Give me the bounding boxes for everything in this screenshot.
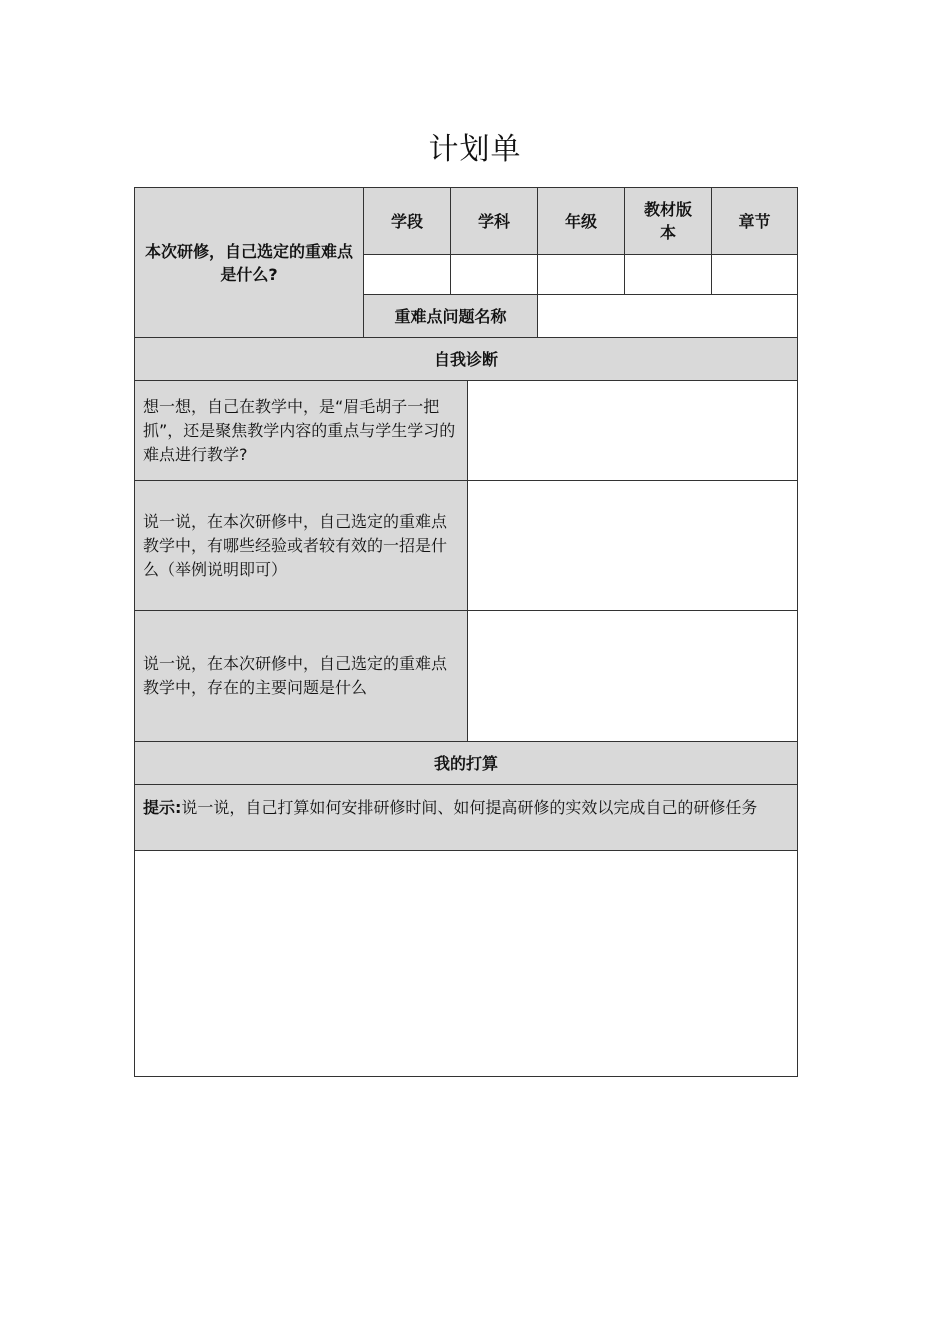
hint-label: 提示: <box>143 798 182 817</box>
subject-value-cell[interactable] <box>450 254 538 295</box>
problem-name-value-cell[interactable] <box>537 294 798 338</box>
diagnosis-answer-2[interactable] <box>467 480 798 611</box>
diagnosis-question-1: 想一想，自己在教学中，是“眉毛胡子一把抓”，还是聚焦教学内容的重点与学生学习的难点进行教学? <box>134 380 468 481</box>
problem-name-label: 重难点问题名称 <box>363 294 538 338</box>
stage-value-cell[interactable] <box>363 254 451 295</box>
column-header-chapter: 章节 <box>711 187 798 255</box>
diagnosis-question-2: 说一说，在本次研修中，自己选定的重难点教学中，有哪些经验或者较有效的一招是什么（举例说明即可） <box>134 480 468 611</box>
self-diagnosis-heading: 自我诊断 <box>134 337 798 381</box>
grade-value-cell[interactable] <box>537 254 625 295</box>
diagnosis-question-3: 说一说，在本次研修中，自己选定的重难点教学中，存在的主要问题是什么 <box>134 610 468 742</box>
chapter-value-cell[interactable] <box>711 254 798 295</box>
column-header-subject: 学科 <box>450 187 538 255</box>
diagnosis-answer-1[interactable] <box>467 380 798 481</box>
hint-text: 说一说，自己打算如何安排研修时间、如何提高研修的实效以完成自己的研修任务 <box>181 798 758 817</box>
column-header-grade: 年级 <box>537 187 625 255</box>
my-plan-answer-area[interactable] <box>134 850 798 1077</box>
page-title: 计划单 <box>428 132 522 167</box>
my-plan-hint <box>134 784 798 851</box>
selected-topic-question <box>134 187 364 338</box>
diagnosis-answer-3[interactable] <box>467 610 798 742</box>
column-header-stage: 学段 <box>363 187 451 255</box>
selected-topic-question-text: 本次研修，自己选定的重难点是什么? <box>144 241 353 284</box>
column-header-textbook-edition: 教材版本 <box>624 187 712 255</box>
textbook-edition-value-cell[interactable] <box>624 254 712 295</box>
my-plan-heading: 我的打算 <box>134 741 798 785</box>
